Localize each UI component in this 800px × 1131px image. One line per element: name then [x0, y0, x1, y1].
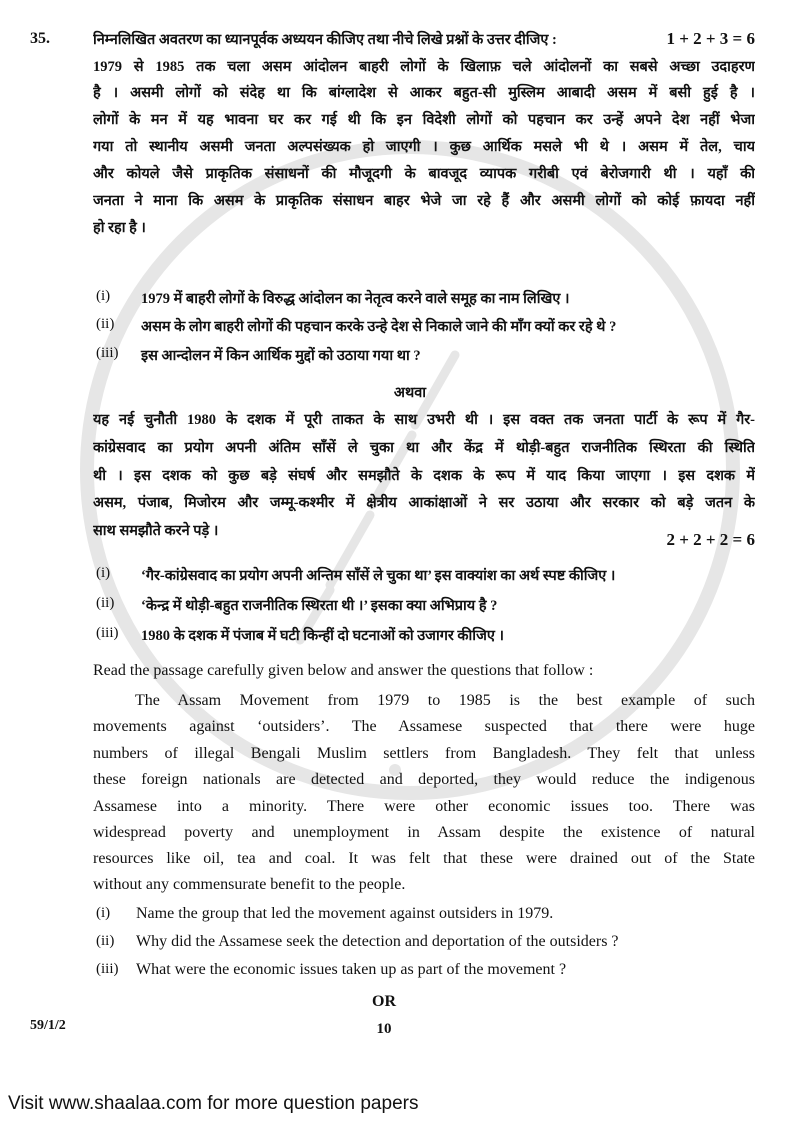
- hindi-instruction: निम्नलिखित अवतरण का ध्यानपूर्वक अध्ययन कीजिए तथा नीचे लिखे प्रश्नों के उत्तर दीजिए :: [93, 32, 557, 48]
- english-passage-line: Assamese into a minority. There were other economic issues too. There was: [93, 798, 755, 815]
- alt-passage-line: साथ समझौते करने पड़े ।: [93, 523, 219, 539]
- english-passage-line: widespread poverty and unemployment in Assam despite the existence of natural: [93, 824, 755, 841]
- question-text: What were the economic issues taken up as part of the movement ?: [136, 961, 567, 978]
- question-label: (ii): [96, 933, 115, 949]
- or-heading-english: OR: [372, 993, 396, 1010]
- alt-passage-line: यह नई चुनौती 1980 के दशक में पूरी ताकत के साथ उभरी थी । इस वक्त तक जनता पार्टी के रूप में गैर-: [93, 412, 755, 428]
- question-text: 1980 के दशक में पंजाब में घटी किन्हीं दो घटनाओं को उजागर कीजिए ।: [141, 628, 504, 644]
- marks: 1 + 2 + 3 = 6: [666, 29, 755, 48]
- paper-code: 59/1/2: [30, 1018, 66, 1033]
- passage-line: जनता ने माना कि असम के प्राकृतिक संसाधन बाहर भेजे जा रहे हैं और असमी लोगों को कोई फ़ायदा नहीं: [93, 193, 755, 209]
- question-text: Name the group that led the movement against outsiders in 1979.: [136, 905, 554, 922]
- english-passage-line: these foreign nationals are detected and deported, they would reduce the indigenous: [93, 771, 755, 788]
- passage-line: हो रहा है ।: [93, 220, 146, 236]
- alt-passage-line: कांग्रेसवाद का प्रयोग अपनी अंतिम साँसें ले चुका था और केंद्र में थोड़ी-बहुत राजनीतिक स्थिरता की स्थिति: [93, 440, 755, 456]
- question-text: ‘केन्द्र में थोड़ी-बहुत राजनीतिक स्थिरता थी ।’ इसका क्या अभिप्राय है ?: [141, 598, 498, 614]
- question-label: (iii): [96, 625, 119, 641]
- footer-link[interactable]: Visit www.shaalaa.com for more question papers: [8, 1093, 419, 1114]
- question-number: 35.: [30, 30, 50, 47]
- question-text: Why did the Assamese seek the detection and deportation of the outsiders ?: [136, 933, 619, 950]
- passage-line: गया तो स्थानीय असमी जनता अल्पसंख्यक हो जाएगी । कुछ आर्थिक मसले भी थे । असम में तेल, चाय: [93, 139, 755, 155]
- english-passage-line: The Assam Movement from 1979 to 1985 is the best example of such: [135, 692, 755, 709]
- question-label: (ii): [96, 595, 115, 611]
- passage-line: और कोयले जैसे प्राकृतिक संसाधनों की मौजूदगी के बावजूद व्यापक गरीबी एवं बेरोजगारी थी । यहाँ की: [93, 166, 755, 182]
- question-label: (iii): [96, 961, 119, 977]
- question-text: 1979 में बाहरी लोगों के विरुद्ध आंदोलन का नेतृत्व करने वाले समूह का नाम लिखिए ।: [141, 291, 570, 307]
- question-label: (ii): [96, 316, 115, 332]
- english-passage-line: resources like oil, tea and coal. It was felt that these were drained out of the State: [93, 850, 755, 867]
- english-passage-line: numbers of illegal Bengali Muslim settlers from Bangladesh. They felt that unless: [93, 745, 755, 762]
- question-text: असम के लोग बाहरी लोगों की पहचान करके उन्हे देश से निकाले जाने की माँग क्यों कर रहे थे ?: [141, 319, 617, 335]
- alt-passage-line: असम, पंजाब, मिजोरम और जम्मू-कश्मीर में क्षेत्रीय आकांक्षाओं ने सर उठाया और सरकार को बड़े जतन के: [93, 495, 755, 511]
- passage-line: 1979 से 1985 तक चला असम आंदोलन बाहरी लोगों के खिलाफ़ चले आंदोलनों का सबसे अच्छा उदाहरण: [93, 59, 755, 75]
- english-passage-line: movements against ‘outsiders’. The Assamese suspected that there were huge: [93, 718, 755, 735]
- question-label: (i): [96, 905, 111, 921]
- question-label: (i): [96, 288, 111, 304]
- question-label: (iii): [96, 345, 119, 361]
- question-text: ‘गैर-कांग्रेसवाद का प्रयोग अपनी अन्तिम साँसें ले चुका था’ इस वाक्यांश का अर्थ स्पष्ट कीजिए ।: [141, 568, 616, 584]
- question-text: इस आन्दोलन में किन आर्थिक मुद्दों को उठाया गया था ?: [141, 348, 421, 364]
- page-number: 10: [376, 1021, 392, 1037]
- or-heading-hindi: अथवा: [393, 385, 427, 401]
- alt-marks: 2 + 2 + 2 = 6: [666, 530, 755, 549]
- passage-line: है । असमी लोगों को संदेह था कि बांग्लादेश से आकर बहुत-सी मुस्लिम आबादी असम में बसी हुई है ।: [93, 85, 755, 101]
- english-instruction: Read the passage carefully given below and answer the questions that follow :: [93, 662, 594, 679]
- english-passage-line: without any commensurate benefit to the people.: [93, 876, 406, 893]
- question-label: (i): [96, 565, 111, 581]
- alt-passage-line: थी । इस दशक को कुछ बड़े संघर्ष और समझौते के दशक के रूप में याद किया जाएगा । इस दशक में: [93, 468, 755, 484]
- passage-line: लोगों के मन में यह भावना घर कर गई थी कि इन विदेशी लोगों को पहचान कर उन्हें अपने देश नहीं भेजा: [93, 112, 755, 128]
